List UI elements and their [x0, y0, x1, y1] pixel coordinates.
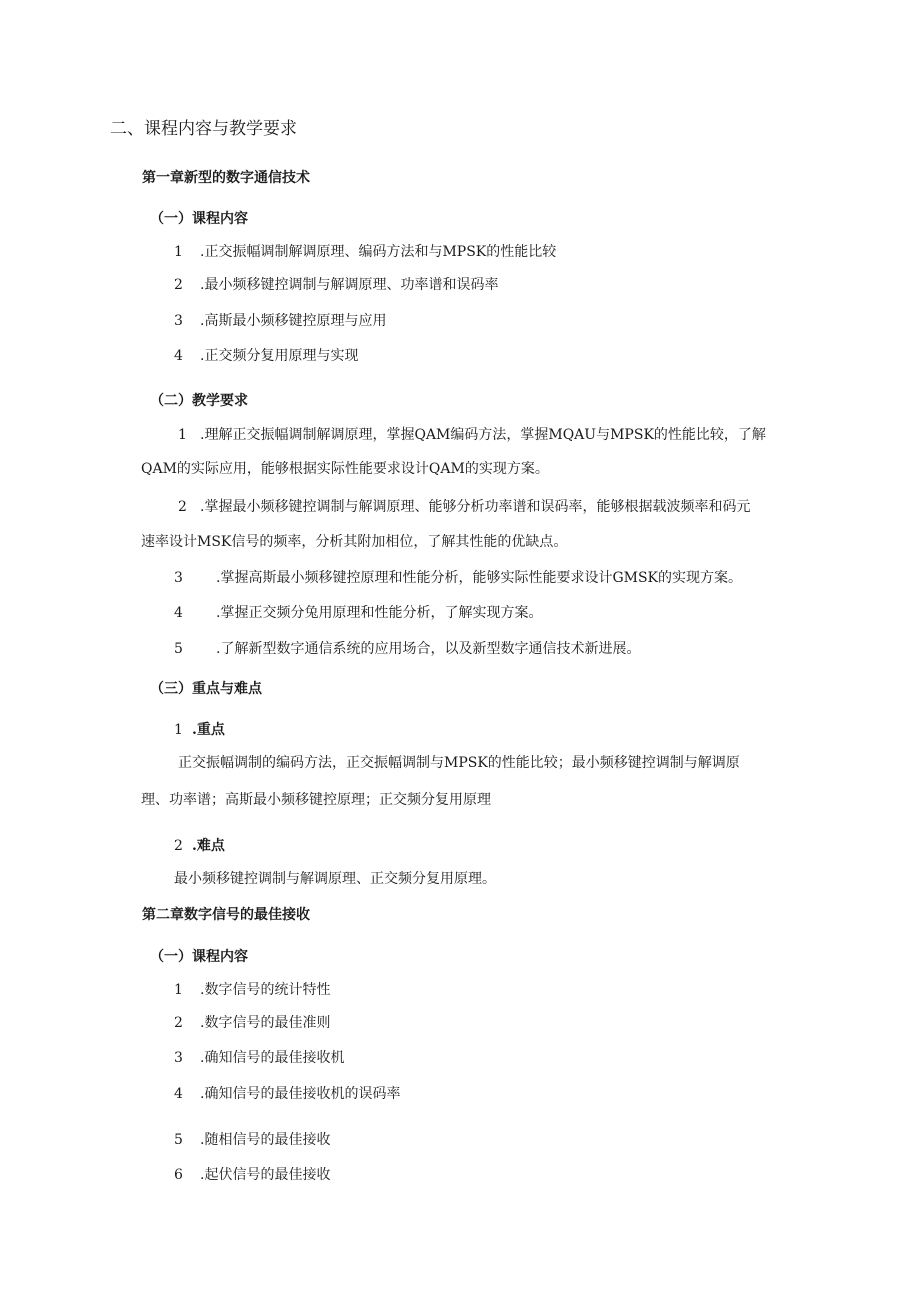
chapter-2-title: 第二章数字信号的最佳接收 [142, 907, 310, 923]
ch1-req-item-1-line2: QAM的实际应用，能够根据实际性能要求设计QAM的实现方案。 [141, 461, 549, 477]
ch1-req-item: 4 .掌握正交频分兔用原理和性能分析，了解实现方案。 [174, 605, 543, 621]
ch1-req-heading: （二）教学要求 [150, 393, 248, 409]
ch1-content-item: 3 .高斯最小频移键控原理与应用 [174, 313, 387, 329]
ch1-content-item: 1 .正交振幅调制解调原理、编码方法和与MPSK的性能比较 [174, 244, 557, 260]
ch2-content-item: 3 .确知信号的最佳接收机 [174, 1050, 345, 1066]
ch1-req-item: 5 .了解新型数字通信系统的应用场合，以及新型数字通信技术新进展。 [174, 641, 641, 657]
ch1-req-item-2-line1: 2 .掌握最小频移键控调制与解调原理、能够分析功率谱和误码率，能够根据载波频率和码元 [178, 499, 751, 515]
ch1-diff-text: 最小频移键控调制与解调原理、正交频分复用原理。 [174, 871, 496, 887]
ch2-content-item: 5 .随相信号的最佳接收 [174, 1132, 331, 1148]
ch1-content-heading: （一）课程内容 [150, 211, 248, 227]
ch1-req-item-2-line2: 速率设计MSK信号的频率，分析其附加相位，了解其性能的优缺点。 [141, 534, 568, 550]
ch1-req-item: 3 .掌握高斯最小频移键控原理和性能分析，能够实际性能要求设计GMSK的实现方案。 [174, 570, 743, 586]
ch2-content-item: 1 .数字信号的统计特性 [174, 982, 331, 998]
ch1-key-text-line1: 正交振幅调制的编码方法，正交振幅调制与MPSK的性能比较；最小频移键控调制与解调原 [178, 755, 740, 771]
ch1-content-item: 2 .最小频移键控调制与解调原理、功率谱和误码率 [174, 277, 499, 293]
ch1-diff-label: 2 .难点 [174, 838, 225, 854]
ch2-content-item: 2 .数字信号的最佳准则 [174, 1015, 331, 1031]
ch2-content-item: 6 .起伏信号的最佳接收 [174, 1167, 331, 1183]
ch2-content-item: 4 .确知信号的最佳接收机的误码率 [174, 1086, 401, 1102]
ch1-key-heading: （三）重点与难点 [150, 681, 262, 697]
section-title: 二、课程内容与教学要求 [110, 119, 297, 139]
ch1-content-item: 4 .正交频分复用原理与实现 [174, 348, 359, 364]
ch1-key-text-line2: 理、功率谱；高斯最小频移键控原理；正交频分复用原理 [141, 792, 491, 808]
ch1-req-item-1-line1: 1 .理解正交振幅调制解调原理，掌握QAM编码方法，掌握MQAU与MPSK的性能比较，了解 [178, 427, 766, 443]
ch1-key-label: 1 .重点 [174, 722, 225, 738]
chapter-1-title: 第一章新型的数字通信技术 [142, 170, 310, 186]
ch2-content-heading: （一）课程内容 [150, 949, 248, 965]
